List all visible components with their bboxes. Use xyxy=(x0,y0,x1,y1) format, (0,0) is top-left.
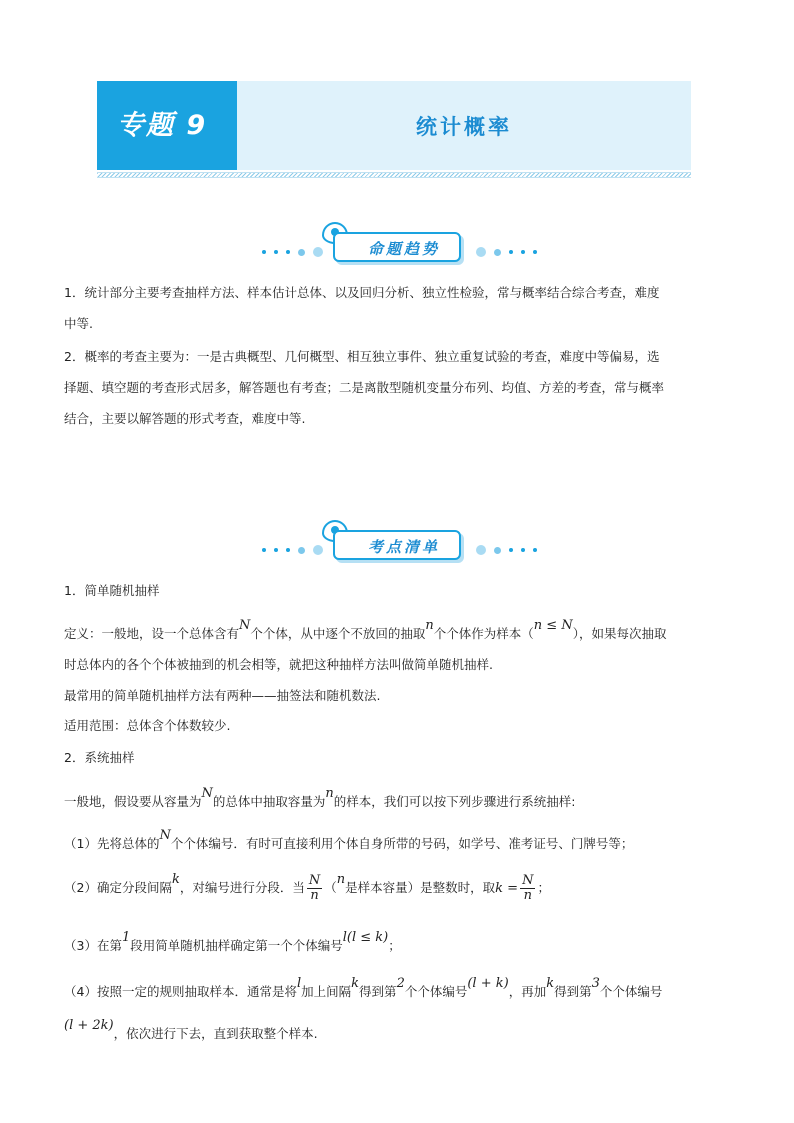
section-title: 考点清单 xyxy=(367,538,440,556)
heading-simple-random-sampling: 1．简单随机抽样 xyxy=(64,583,160,598)
step-3-line: （3）在第1段用简单随机抽样确定第一个个体编号l(l ≤ k)； xyxy=(64,930,401,953)
paragraph-line: 结合，主要以解答题的形式考查，难度中等. xyxy=(64,411,306,426)
decorative-dots-left xyxy=(262,247,323,257)
topic-title-block xyxy=(237,81,691,170)
section-title: 命题趋势 xyxy=(367,240,440,258)
section-tag-box xyxy=(333,530,461,560)
common-methods-line: 最常用的简单随机抽样方法有两种——抽签法和随机数法. xyxy=(64,688,381,703)
section-header-trend xyxy=(0,222,794,268)
paragraph-line: 2．概率的考查主要为：一是古典概型、几何概型、相互独立事件、独立重复试验的考查，难度中等偏易，选 xyxy=(64,349,660,364)
paragraph-line: 1．统计部分主要考查抽样方法、样本估计总体、以及回归分析、独立性检验，常与概率结合综合考查，难度 xyxy=(64,285,660,300)
paragraph-line: 择题、填空题的考查形式居多，解答题也有考查；二是离散型随机变量分布列、均值、方差的考查，常与概率 xyxy=(64,380,665,395)
topic-title: 统计概率 xyxy=(416,115,512,139)
decorative-dots-left xyxy=(262,545,323,555)
step-4-line-2: (l + 2k)，依次进行下去，直到获取整个样本. xyxy=(64,1018,318,1041)
banner-divider xyxy=(97,172,691,178)
section-header-points xyxy=(0,520,794,566)
decorative-dots-right xyxy=(476,247,537,257)
topic-banner xyxy=(97,81,691,170)
step-1-line: （1）先将总体的N个个体编号．有时可直接利用个体自身所带的号码，如学号、准考证号、门牌号等； xyxy=(64,828,634,851)
heading-systematic-sampling: 2．系统抽样 xyxy=(64,750,135,765)
definition-line: 定义：一般地，设一个总体含有N个个体，从中逐个不放回的抽取n个个体作为样本（n ≤ N），如果每次抽取 xyxy=(64,618,667,641)
decorative-dots-right xyxy=(476,545,537,555)
paragraph-line: 中等. xyxy=(64,316,93,331)
scope-line: 适用范围：总体含个体数较少. xyxy=(64,718,231,733)
definition-line-2: 时总体内的各个个体被抽到的机会相等，就把这种抽样方法叫做简单随机抽样. xyxy=(64,657,493,672)
step-2-line: （2）确定分段间隔k，对编号进行分段．当 $\frac{N}{n}$ （n是样本容量）是整数时，取k = $\frac{N}{n}$ ； xyxy=(64,872,550,903)
section-tag-box xyxy=(333,232,461,262)
topic-tag-block xyxy=(97,81,237,170)
systematic-intro-line: 一般地，假设要从容量为N的总体中抽取容量为n的样本，我们可以按下列步骤进行系统抽样: xyxy=(64,786,576,809)
step-4-line: （4）按照一定的规则抽取样本．通常是将l加上间隔k得到第2个个体编号(l + k)，再加k得到第3个个体编号 xyxy=(64,976,663,999)
topic-tag: 专题 9 xyxy=(117,110,208,141)
